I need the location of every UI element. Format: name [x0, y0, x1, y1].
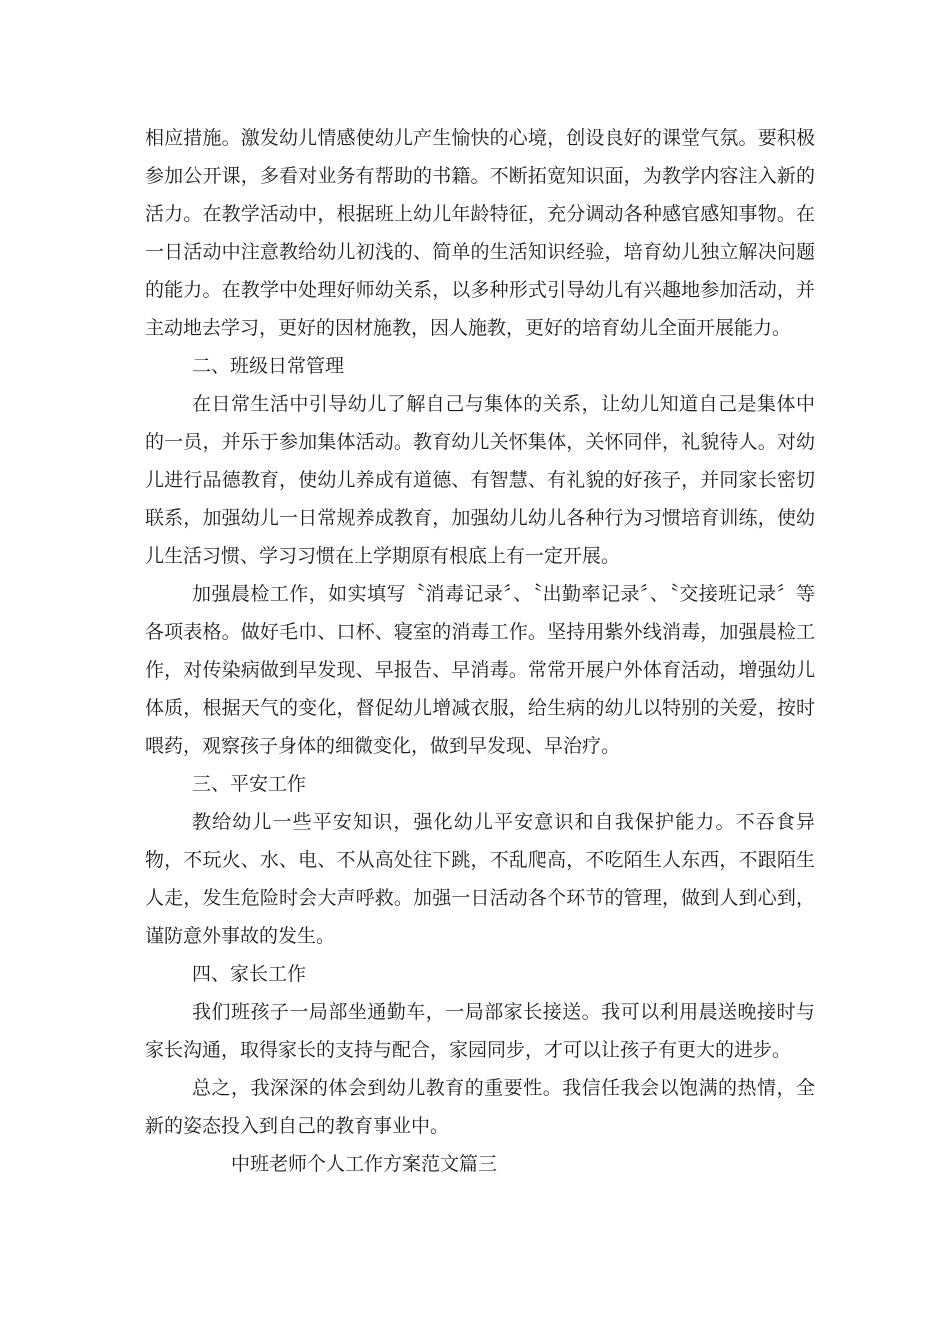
paragraph-daily-guidance: 在日常生活中引导幼儿了解自己与集体的关系，让幼儿知道自己是集体中的一员，并乐于参加集体活动。教育幼儿关怀集体，关怀同伴，礼貌待人。对幼儿进行品德教育，使幼儿养成有道德、有智慧、有礼貌的好孩子，并同家长密切联系，加强幼儿一日常规养成教育，加强幼儿幼儿各种行为习惯培育训练，使幼儿生活习惯、学习习惯在上学期原有根底上有一定开展。: [145, 393, 815, 567]
paragraph-morning-check: 加强晨检工作，如实填写〝消毒记录〞、〝出勤率记录〞、〝交接班记录〞等各项表格。做好毛巾、口杯、寝室的消毒工作。坚持用紫外线消毒，加强晨检工作，对传染病做到早发现、早报告、早消毒。常常开展户外体育活动，增强幼儿体质，根据天气的变化，督促幼儿增减衣服，给生病的幼儿以特别的关爱，按时喂药，观察孩子身体的细微变化，做到早发现、早治疗。: [145, 583, 815, 757]
paragraph-parents: 我们班孩子一局部坐通勤车，一局部家长接送。我可以利用晨送晚接时与家长沟通，取得家长的支持与配合，家园同步，才可以让孩子有更大的进步。: [145, 1001, 815, 1061]
section-heading-safety: 三、平安工作: [192, 773, 307, 795]
section-heading-parents: 四、家长工作: [192, 963, 307, 985]
section-heading-class-management: 二、班级日常管理: [192, 355, 345, 377]
paragraph-teaching-measures: 相应措施。激发幼儿情感使幼儿产生愉快的心境，创设良好的课堂气氛。要积极参加公开课，多看对业务有帮助的书籍。不断拓宽知识面，为教学内容注入新的活力。在教学活动中，根据班上幼儿年龄特征，充分调动各种感官感知事物。在一日活动中注意教给幼儿初浅的、简单的生活知识经验，培育幼儿独立解决问题的能力。在教学中处理好师幼关系，以多种形式引导幼儿有兴趣地参加活动，并主动地去学习，更好的因材施教，因人施教，更好的培育幼儿全面开展能力。: [145, 127, 815, 339]
paragraph-safety: 教给幼儿一些平安知识，强化幼儿平安意识和自我保护能力。不吞食异物，不玩火、水、电、不从高处往下跳，不乱爬高，不吃陌生人东西，不跟陌生人走，发生危险时会大声呼救。加强一日活动各个环节的管理，做到人到心到，谨防意外事故的发生。: [145, 811, 815, 947]
document-body: [145, 119, 815, 1183]
next-article-title: 中班老师个人工作方案范文篇三: [231, 1153, 498, 1175]
paragraph-conclusion: 总之，我深深的体会到幼儿教育的重要性。我信任我会以饱满的热情，全新的姿态投入到自己的教育事业中。: [145, 1077, 815, 1137]
